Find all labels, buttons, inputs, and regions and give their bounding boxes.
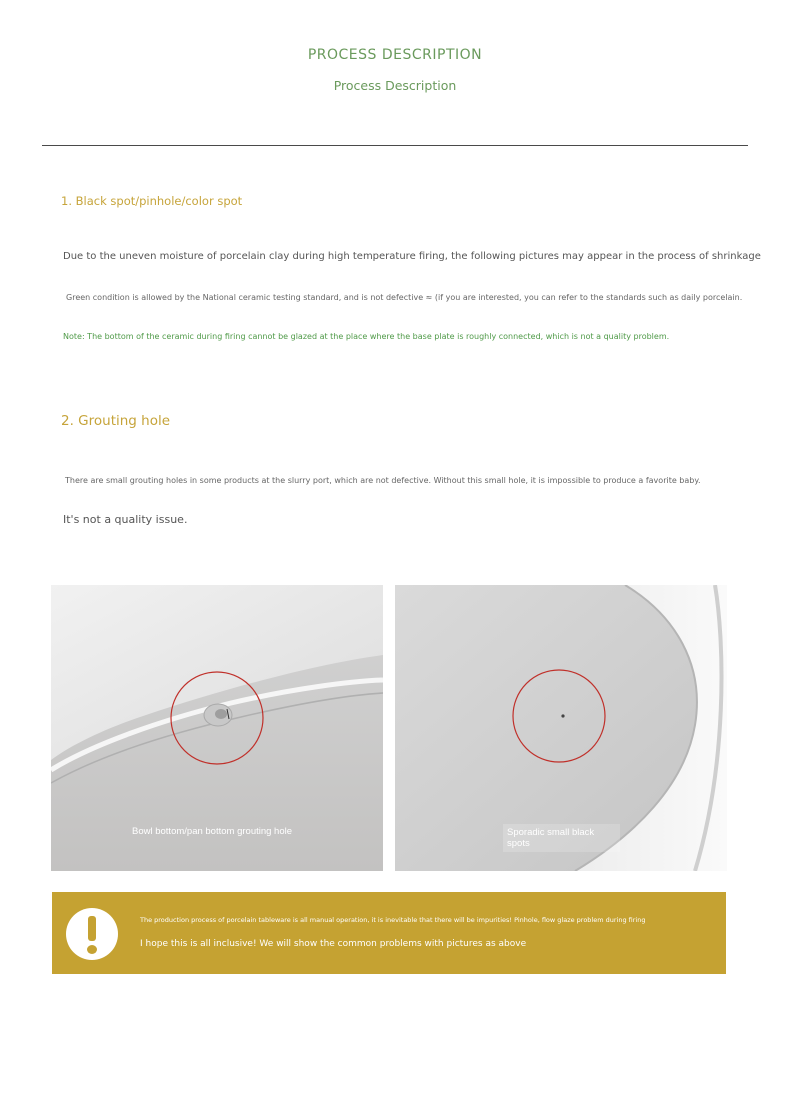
- notice-text-primary: The production process of porcelain tableware is all manual operation, it is inevitable that there will be impurities! Pinhole, flow glaze problem during firing: [140, 916, 646, 924]
- section1-heading: 1. Black spot/pinhole/color spot: [61, 194, 243, 208]
- photo-caption: Sporadic small black spots: [503, 824, 620, 852]
- notice-text-secondary: I hope this is all inclusive! We will show the common problems with pictures as above: [140, 939, 527, 949]
- exclamation-icon: [66, 908, 118, 960]
- page-title: PROCESS DESCRIPTION: [307, 47, 483, 63]
- photo-caption: Bowl bottom/pan bottom grouting hole: [132, 826, 293, 837]
- section-divider: [42, 145, 748, 146]
- grouting-hole-photo: [51, 585, 383, 871]
- section2-paragraph: There are small grouting holes in some products at the slurry port, which are not defective. Without this small hole, it is impossible to produce a favorite baby.: [65, 476, 701, 485]
- section1-note: Note: The bottom of the ceramic during firing cannot be glazed at the place where the base plate is roughly connected, which is not a quality problem.: [63, 332, 670, 341]
- black-spot-photo: [395, 585, 727, 871]
- section2-quality-note: It's not a quality issue.: [63, 513, 188, 526]
- section1-paragraph: Due to the uneven moisture of porcelain clay during high temperature firing, the following pictures may appear in the process of shrinkage: [63, 251, 761, 262]
- page-subtitle: Process Description: [333, 78, 457, 93]
- notice-banner: [52, 892, 726, 974]
- section1-standard-text: Green condition is allowed by the National ceramic testing standard, and is not defective ≈ (if you are interested, you can refer to the standards such as daily porcelain.: [66, 293, 743, 302]
- section2-heading: 2. Grouting hole: [61, 413, 171, 429]
